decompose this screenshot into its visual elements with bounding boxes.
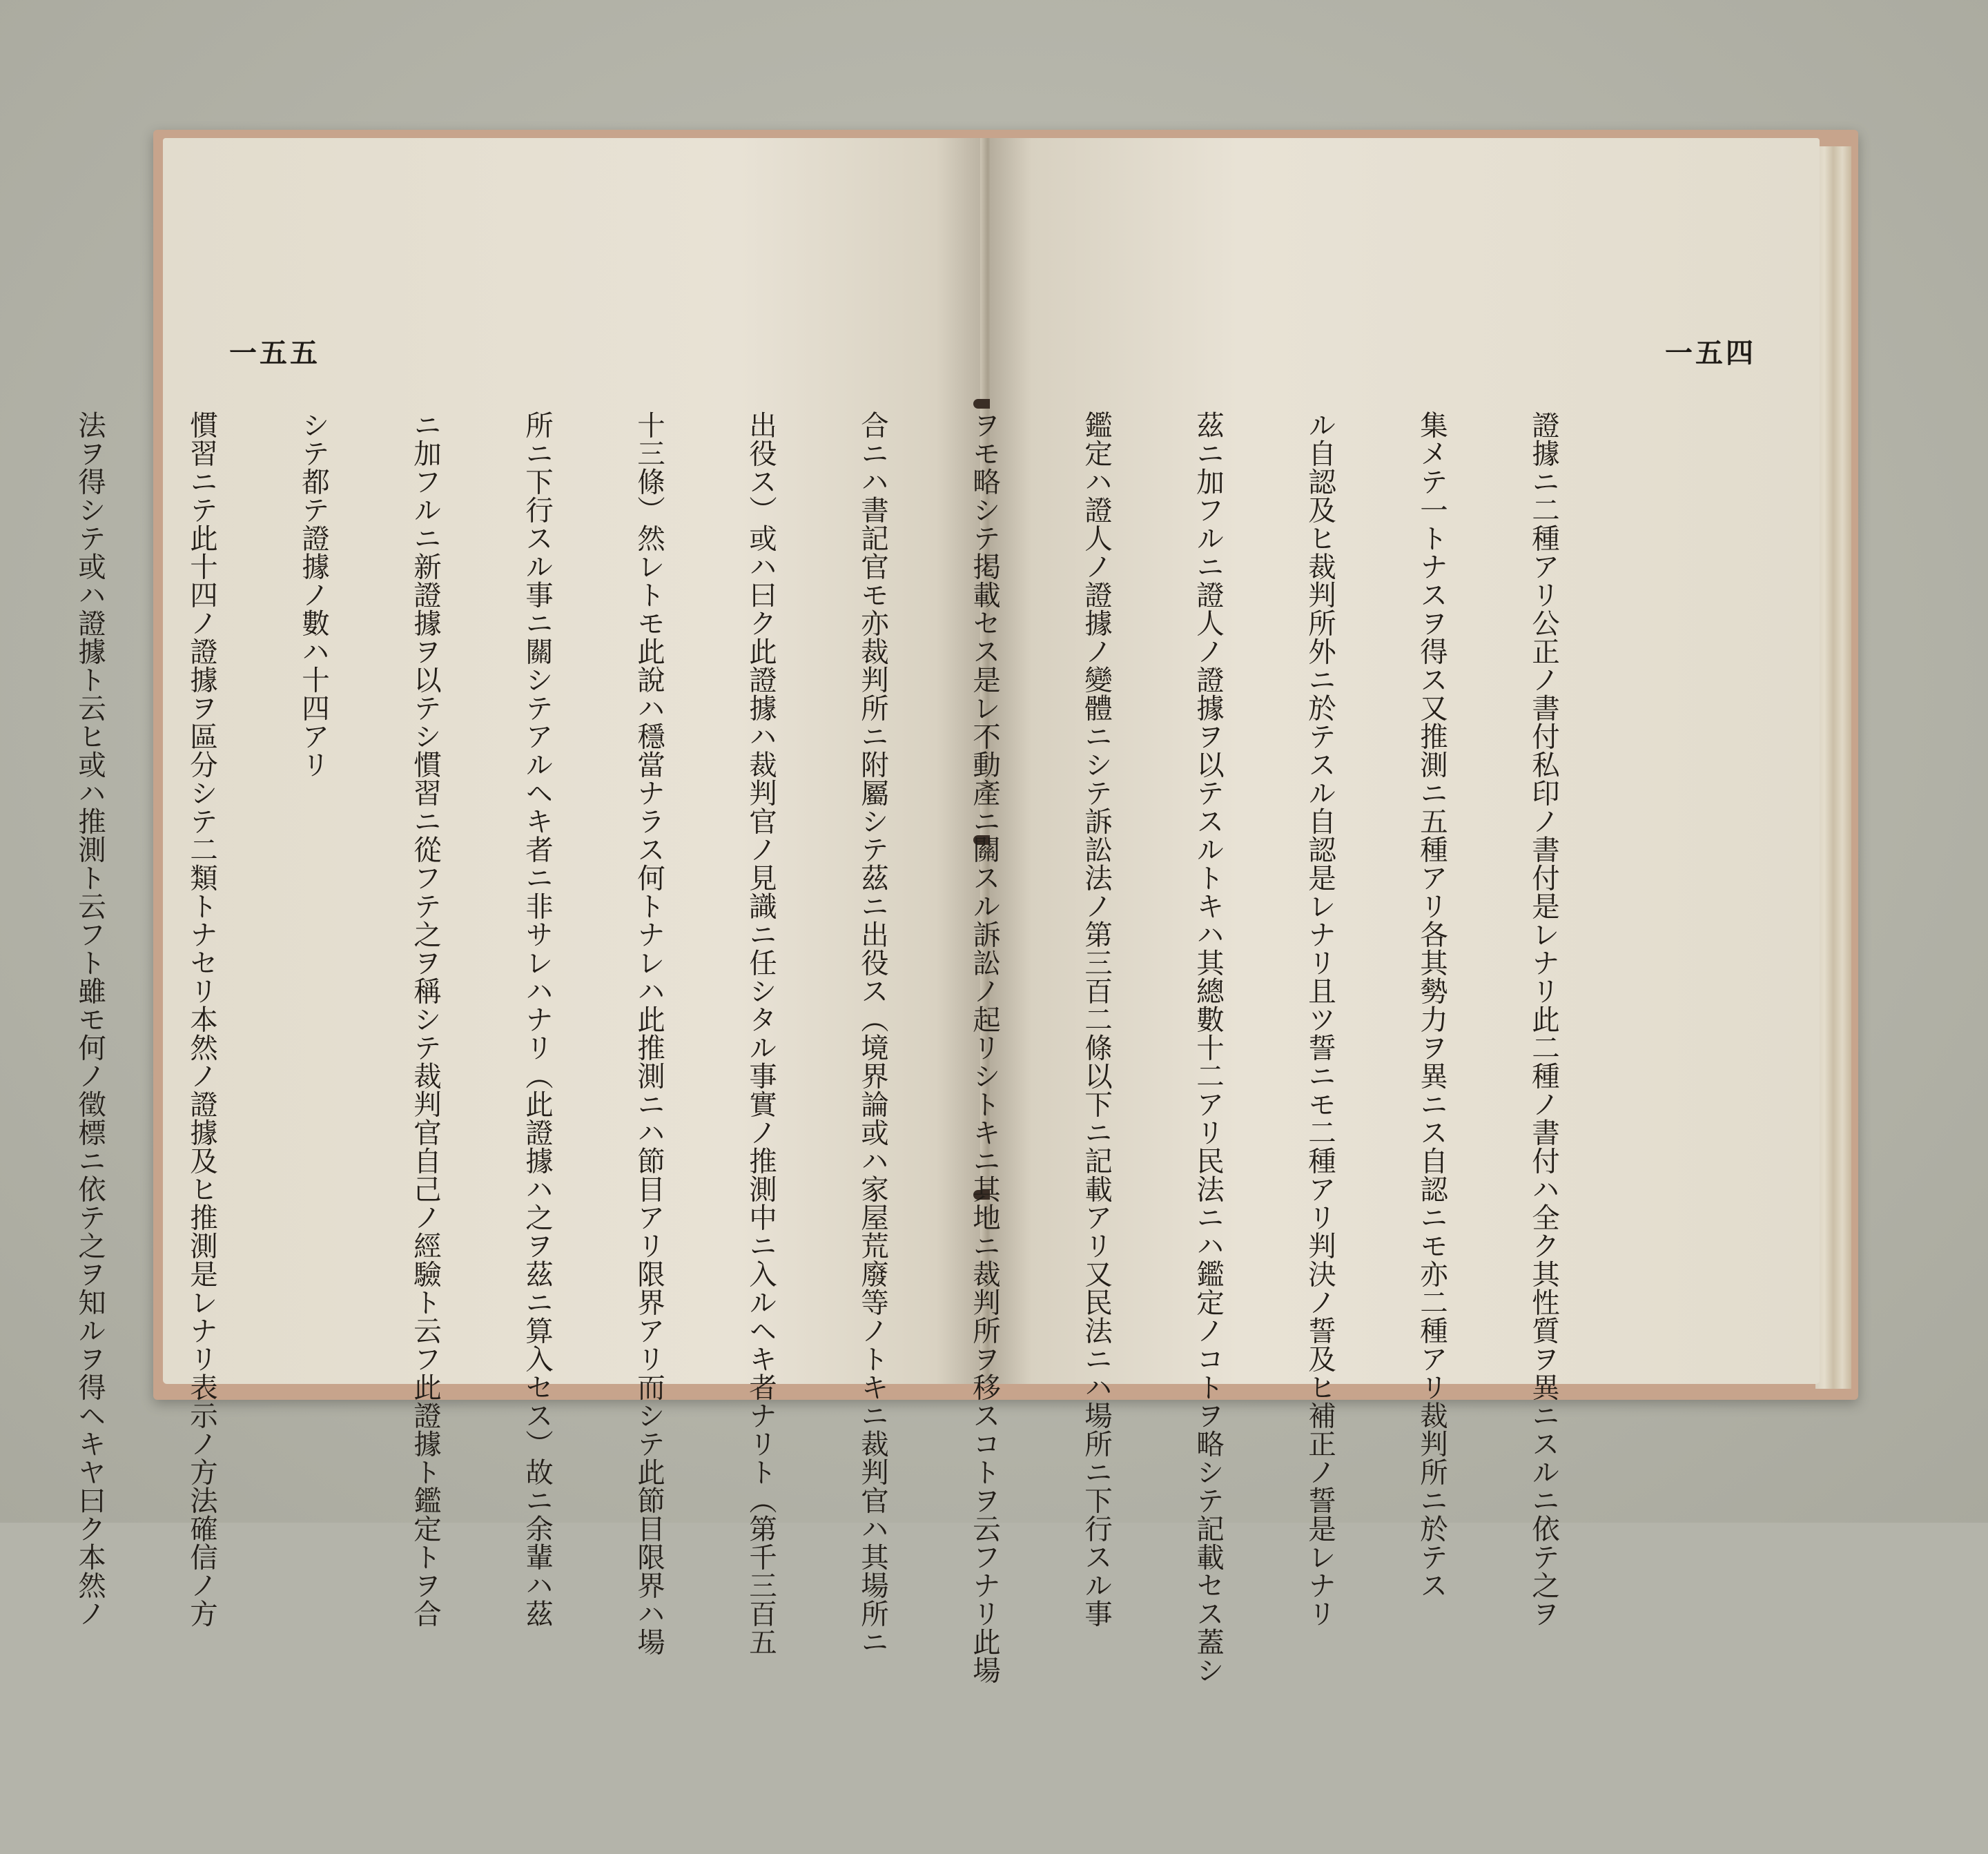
text-line: 出役ス）或ハ曰ク此證據ハ裁判官ノ見識ニ任シタル事實ノ推測中ニ入ルヘキ者ナリト（第千三百五 — [744, 411, 777, 1656]
text-line: ヲモ略シテ掲載セス是レ不動產ニ關スル訴訟ノ起リシトキニ其地ニ裁判所ヲ移スコトヲ云フナリ此場 — [968, 411, 1001, 1684]
text-line: 十三條）然レトモ此說ハ穩當ナラス何トナレハ此推測ニハ節目アリ限界アリ而シテ此節目限界ハ場 — [632, 411, 665, 1656]
text-line: 茲ニ加フルニ證人ノ證據ヲ以テスルトキハ其總數十二アリ民法ニハ鑑定ノコトヲ略シテ記載セス蓋シ — [1191, 411, 1225, 1684]
text-line: 證據ニ二種アリ公正ノ書付私印ノ書付是レナリ此二種ノ書付ハ全ク其性質ヲ異ニスルニ依テ之ヲ — [1527, 411, 1560, 1628]
page-edges — [1815, 146, 1851, 1389]
text-line: 所ニ下行スル事ニ關シテアルヘキ者ニ非サレハナリ（此證據ハ之ヲ茲ニ算入セス）故ニ余輩ハ茲 — [520, 411, 554, 1628]
text-line: 法ヲ得シテ或ハ證據ト云ヒ或ハ推測ト云フト雖モ何ノ徵標ニ依テ之ヲ知ルヲ得ヘキヤ曰ク本然ノ — [73, 411, 106, 1628]
page-number: 一五五 — [229, 337, 320, 369]
text-line: ル自認及ヒ裁判所外ニ於テスル自認是レナリ且ツ誓ニモ二種アリ判決ノ誓及ヒ補正ノ誓是レナリ — [1303, 411, 1336, 1628]
right-page-text — [0, 411, 1637, 1684]
text-line: 慣習ニテ此十四ノ證據ヲ區分シテ二類トナセリ本然ノ證據及ヒ推測是レナリ表示ノ方法確信ノ方 — [185, 411, 218, 1628]
text-line: ニ加フルニ新證據ヲ以テシ慣習ニ從フテ之ヲ稱シテ裁判官自己ノ經驗ト云フ此證據ト鑑定トヲ合 — [409, 411, 442, 1628]
text-line: 合ニハ書記官モ亦裁判所ニ附屬シテ茲ニ出役ス（境界論或ハ家屋荒廢等ノトキニ裁判官ハ其場所ニ — [856, 411, 889, 1656]
text-line: シテ都テ證據ノ數ハ十四アリ — [297, 411, 330, 779]
page-number: 一五四 — [1665, 337, 1756, 369]
text-line: 集メテ一トナスヲ得ス又推測ニ五種アリ各其勢力ヲ異ニス自認ニモ亦二種アリ裁判所ニ於テス — [1415, 411, 1448, 1599]
text-line: 鑑定ハ證人ノ證據ノ變體ニシテ訴訟法ノ第三百二條以下ニ記載アリ又民法ニハ場所ニ下行スル事 — [1080, 411, 1113, 1628]
